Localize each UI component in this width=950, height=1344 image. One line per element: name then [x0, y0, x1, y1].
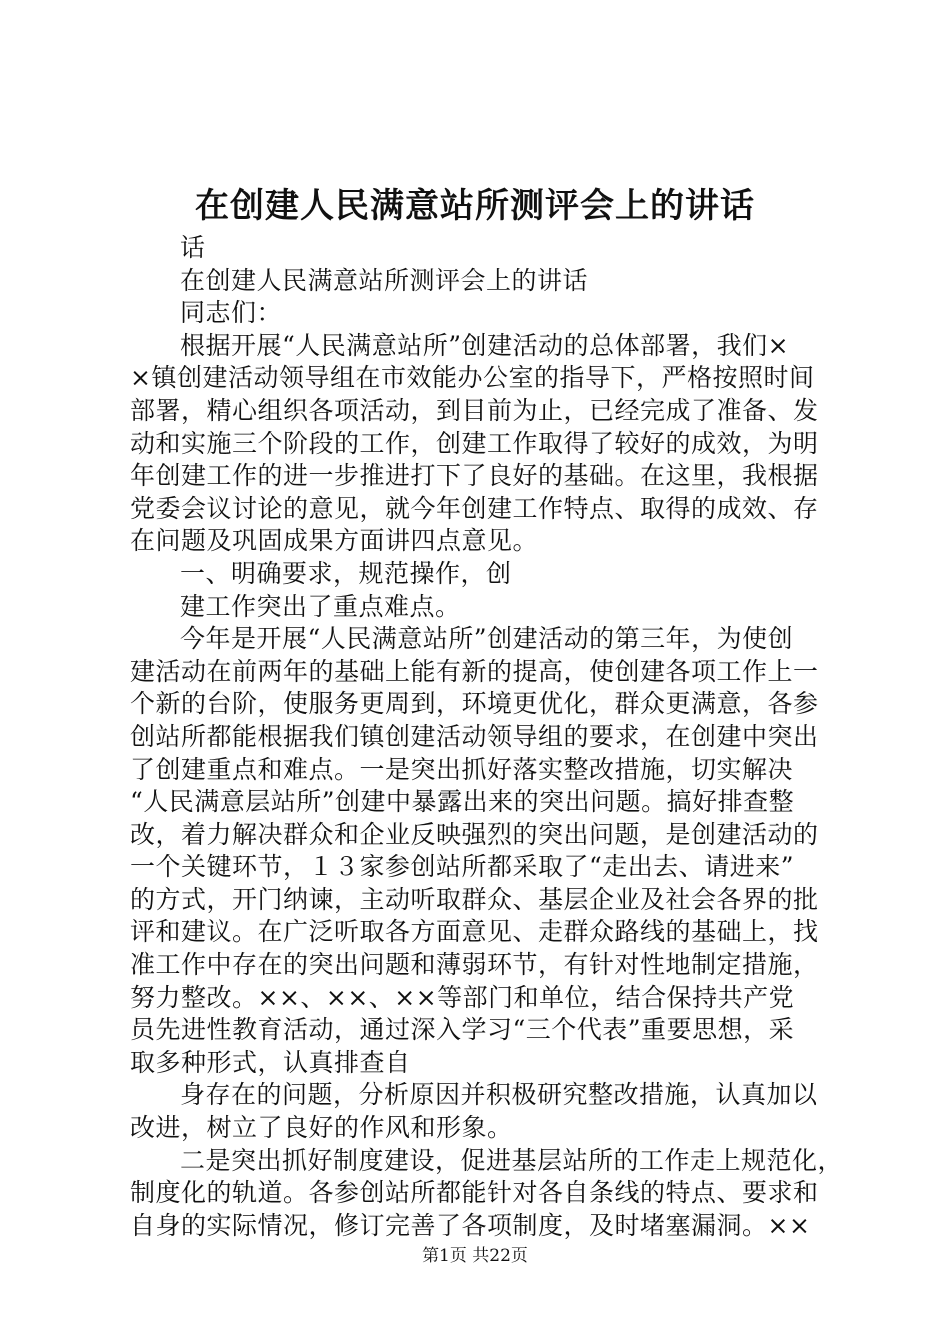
text-line: 根据开展“人民满意站所”创建活动的总体部署，我们× [180, 330, 790, 360]
text-line: 改，着力解决群众和企业反映强烈的突出问题，是创建活动的 [130, 819, 819, 849]
text-line: 改进，树立了良好的作风和形象。 [130, 1113, 513, 1143]
text-line: 部署，精心组织各项活动，到目前为止，已经完成了准备、发 [130, 395, 819, 425]
text-line: 二是突出抓好制度建设，促进基层站所的工作走上规范化， [180, 1145, 844, 1175]
text-line: 身存在的问题，分析原因并积极研究整改措施，认真加以 [180, 1080, 818, 1110]
text-line: 的方式，开门纳谏，主动听取群众、基层企业及社会各界的批 [130, 884, 819, 914]
text-line: 党委会议讨论的意见，就今年创建工作特点、取得的成效、存 [130, 493, 819, 523]
text-line: 个新的台阶，使服务更周到，环境更优化，群众更满意，各参 [130, 689, 819, 719]
text-line: 努力整改。××、××、××等部门和单位，结合保持共产党 [130, 982, 795, 1012]
text-line: 同志们： [180, 298, 283, 328]
text-line: 评和建议。在广泛听取各方面意见、走群众路线的基础上，找 [130, 917, 819, 947]
text-line: 在问题及巩固成果方面讲四点意见。 [130, 526, 539, 556]
text-line: 一个关键环节，１３家参创站所都采取了“走出去、请进来” [130, 852, 795, 882]
text-line: “人民满意层站所”创建中暴露出来的突出问题。搞好排查整 [130, 787, 795, 817]
text-line: 创站所都能根据我们镇创建活动领导组的要求，在创建中突出 [130, 721, 819, 751]
text-line: 员先进性教育活动，通过深入学习“三个代表”重要思想，采 [130, 1015, 795, 1045]
text-line: 一、明确要求，规范操作，创 [180, 558, 512, 588]
text-line: 制度化的轨道。各参创站所都能针对各自条线的特点、要求和 [130, 1178, 819, 1208]
text-line: ×镇创建活动领导组在市效能办公室的指导下，严格按照时间 [130, 363, 815, 393]
text-line: 取多种形式，认真排查自 [130, 1047, 411, 1077]
text-line: 自身的实际情况，修订完善了各项制度，及时堵塞漏洞。×× [130, 1210, 811, 1240]
document-title: 在创建人民满意站所测评会上的讲话 [195, 186, 755, 226]
text-line: 今年是开展“人民满意站所”创建活动的第三年，为使创 [180, 624, 794, 654]
text-line: 年创建工作的进一步推进打下了良好的基础。在这里，我根据 [130, 461, 819, 491]
text-line: 话 [180, 233, 206, 262]
text-line: 建工作突出了重点难点。 [180, 591, 461, 621]
page-footer: 第1页 共22页 [422, 1246, 528, 1266]
document-body [130, 232, 844, 1242]
text-line: 了创建重点和难点。一是突出抓好落实整改措施，切实解决 [130, 754, 794, 784]
text-line: 准工作中存在的突出问题和薄弱环节，有针对性地制定措施， [130, 950, 819, 980]
text-line: 在创建人民满意站所测评会上的讲话 [180, 265, 589, 295]
text-line: 动和实施三个阶段的工作，创建工作取得了较好的成效，为明 [130, 428, 819, 458]
text-line: 建活动在前两年的基础上能有新的提高，使创建各项工作上一 [130, 656, 819, 686]
